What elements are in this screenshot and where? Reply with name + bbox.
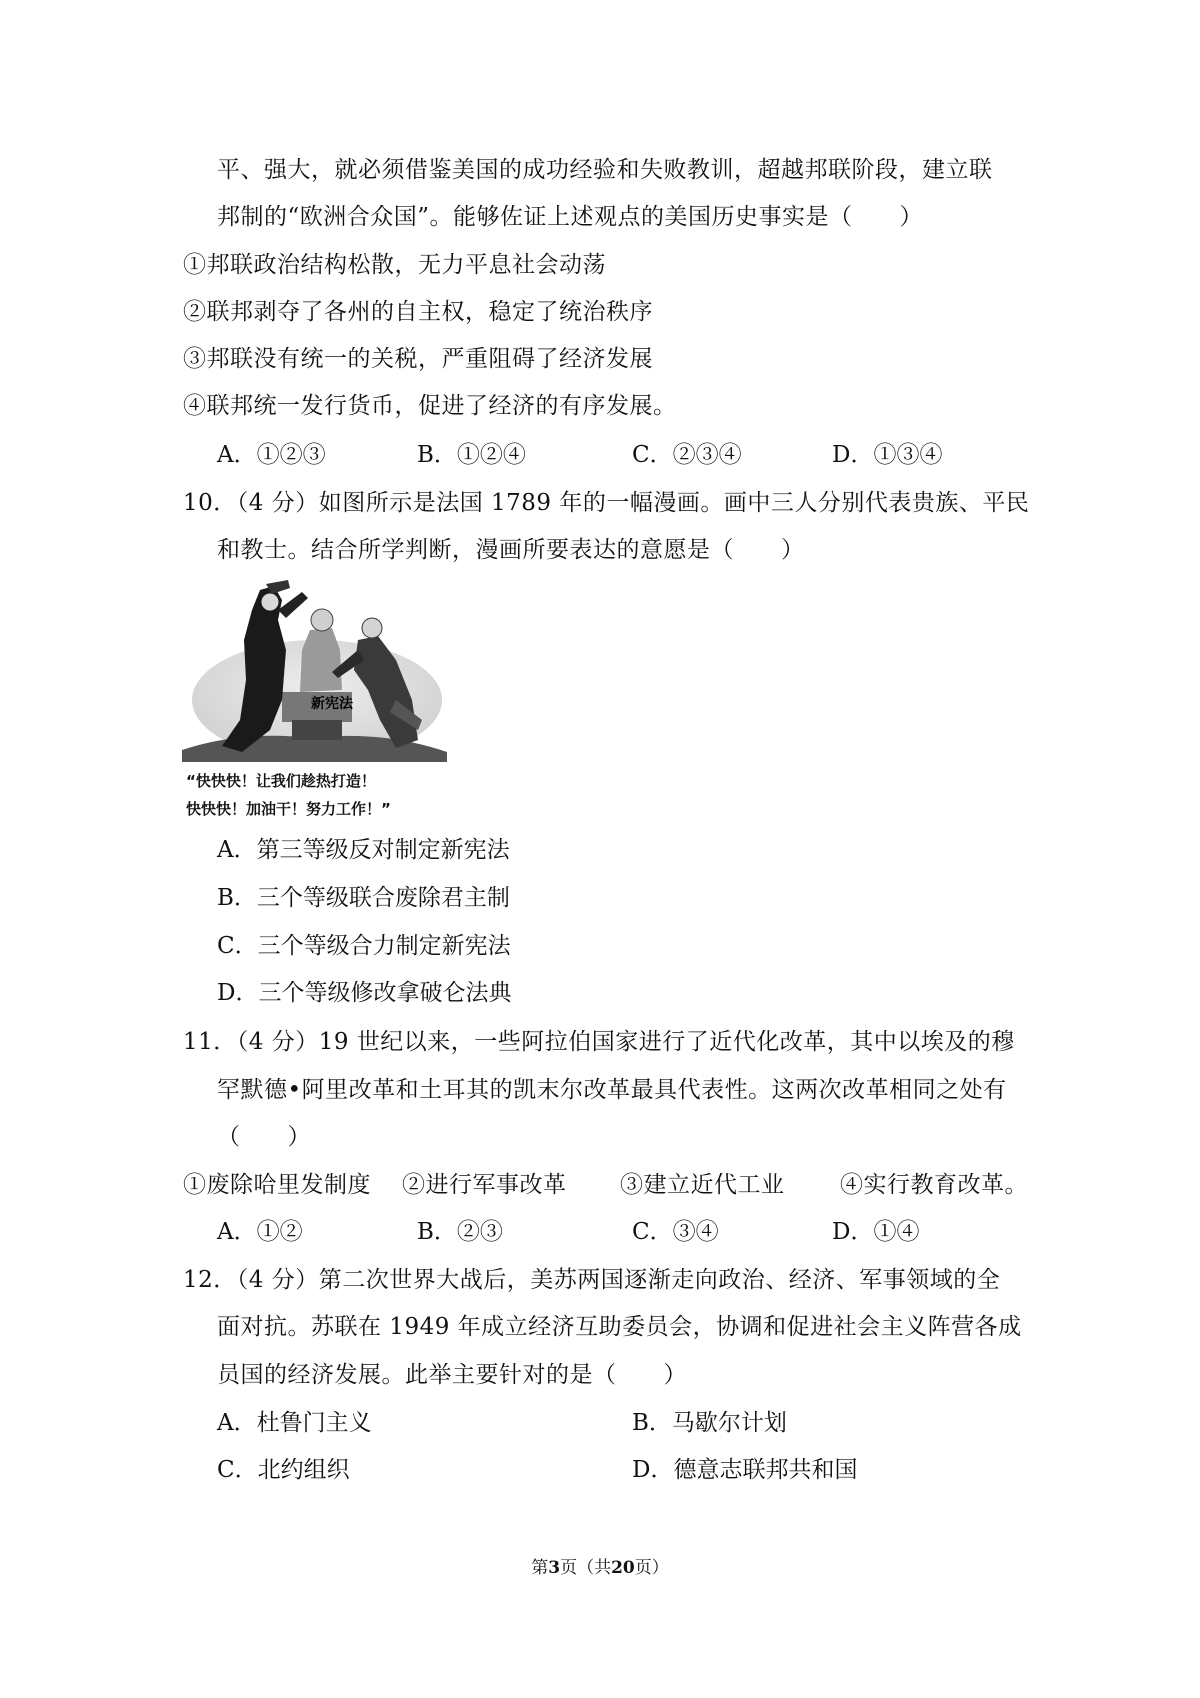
q11-statement-3: ③建立近代工业 xyxy=(620,1172,785,1198)
q12-option-d: D．德意志联邦共和国 xyxy=(632,1457,858,1483)
q9-option-b: B．①②④ xyxy=(417,442,526,468)
q12-line-3: 员国的经济发展。此举主要针对的是（ ） xyxy=(217,1362,687,1388)
q10-line-1: 10．（4 分）如图所示是法国 1789 年的一幅漫画。画中三人分别代表贵族、平民 xyxy=(183,490,1030,516)
q10-option-a: A．第三等级反对制定新宪法 xyxy=(217,837,510,863)
q11-option-d: D．①④ xyxy=(832,1219,920,1245)
q11-option-c: C．③④ xyxy=(632,1219,719,1245)
q11-option-a: A．①② xyxy=(217,1219,303,1245)
q9-statement-4: ④联邦统一发行货币，促进了经济的有序发展。 xyxy=(183,393,677,419)
q11-statement-2: ②进行军事改革 xyxy=(402,1172,567,1198)
q12-line-1: 12．（4 分）第二次世界大战后，美苏两国逐渐走向政治、经济、军事领域的全 xyxy=(183,1267,1001,1293)
footer-suffix: 页） xyxy=(634,1558,669,1578)
q11-line-1: 11．（4 分）19 世纪以来，一些阿拉伯国家进行了近代化改革，其中以埃及的穆 xyxy=(183,1029,1015,1055)
q10-line-2: 和教士。结合所学判断，漫画所要表达的意愿是（ ） xyxy=(217,537,805,563)
cartoon-label: 新宪法 xyxy=(311,696,353,712)
q9-statement-1: ①邦联政治结构松散，无力平息社会动荡 xyxy=(183,252,606,278)
q11-statement-4: ④实行教育改革。 xyxy=(840,1172,1028,1198)
q11-line-3: （ ） xyxy=(217,1124,311,1150)
q10-option-d: D．三个等级修改拿破仑法典 xyxy=(217,980,512,1006)
footer-page-number: 3 xyxy=(548,1558,561,1578)
q9-option-a: A．①②③ xyxy=(217,442,326,468)
q12-line-2: 面对抗。苏联在 1949 年成立经济互助委员会，协调和促进社会主义阵营各成 xyxy=(217,1314,1022,1340)
q10-option-b: B．三个等级联合废除君主制 xyxy=(217,885,510,911)
footer-middle: 页（共 xyxy=(560,1558,612,1578)
q12-option-b: B．马歇尔计划 xyxy=(632,1410,787,1436)
page-footer xyxy=(0,1553,1200,1578)
cartoon-caption-1: “快快快！让我们趁热打造！ xyxy=(186,772,376,790)
q10-option-c: C．三个等级合力制定新宪法 xyxy=(217,933,511,959)
cartoon-caption-2: 快快快！加油干！努力工作！” xyxy=(186,800,391,818)
q11-line-2: 罕默德•阿里改革和土耳其的凯末尔改革最具代表性。这两次改革相同之处有 xyxy=(217,1077,1007,1103)
q9-line-1: 平、强大，就必须借鉴美国的成功经验和失败教训，超越邦联阶段，建立联 xyxy=(217,157,993,183)
q11-statement-1: ①废除哈里发制度 xyxy=(183,1172,371,1198)
q9-statement-3: ③邦联没有统一的关税，严重阻碍了经济发展 xyxy=(183,346,653,372)
q9-line-2: 邦制的“欧洲合众国”。能够佐证上述观点的美国历史事实是（ ） xyxy=(217,204,924,230)
q12-option-c: C．北约组织 xyxy=(217,1457,350,1483)
footer-prefix: 第 xyxy=(531,1558,549,1578)
q9-option-d: D．①③④ xyxy=(832,442,943,468)
q9-option-c: C．②③④ xyxy=(632,442,742,468)
footer-total-pages: 20 xyxy=(611,1558,635,1578)
q9-statement-2: ②联邦剥夺了各州的自主权，稳定了统治秩序 xyxy=(183,299,653,325)
q11-option-b: B．②③ xyxy=(417,1219,503,1245)
q12-option-a: A．杜鲁门主义 xyxy=(217,1410,372,1436)
